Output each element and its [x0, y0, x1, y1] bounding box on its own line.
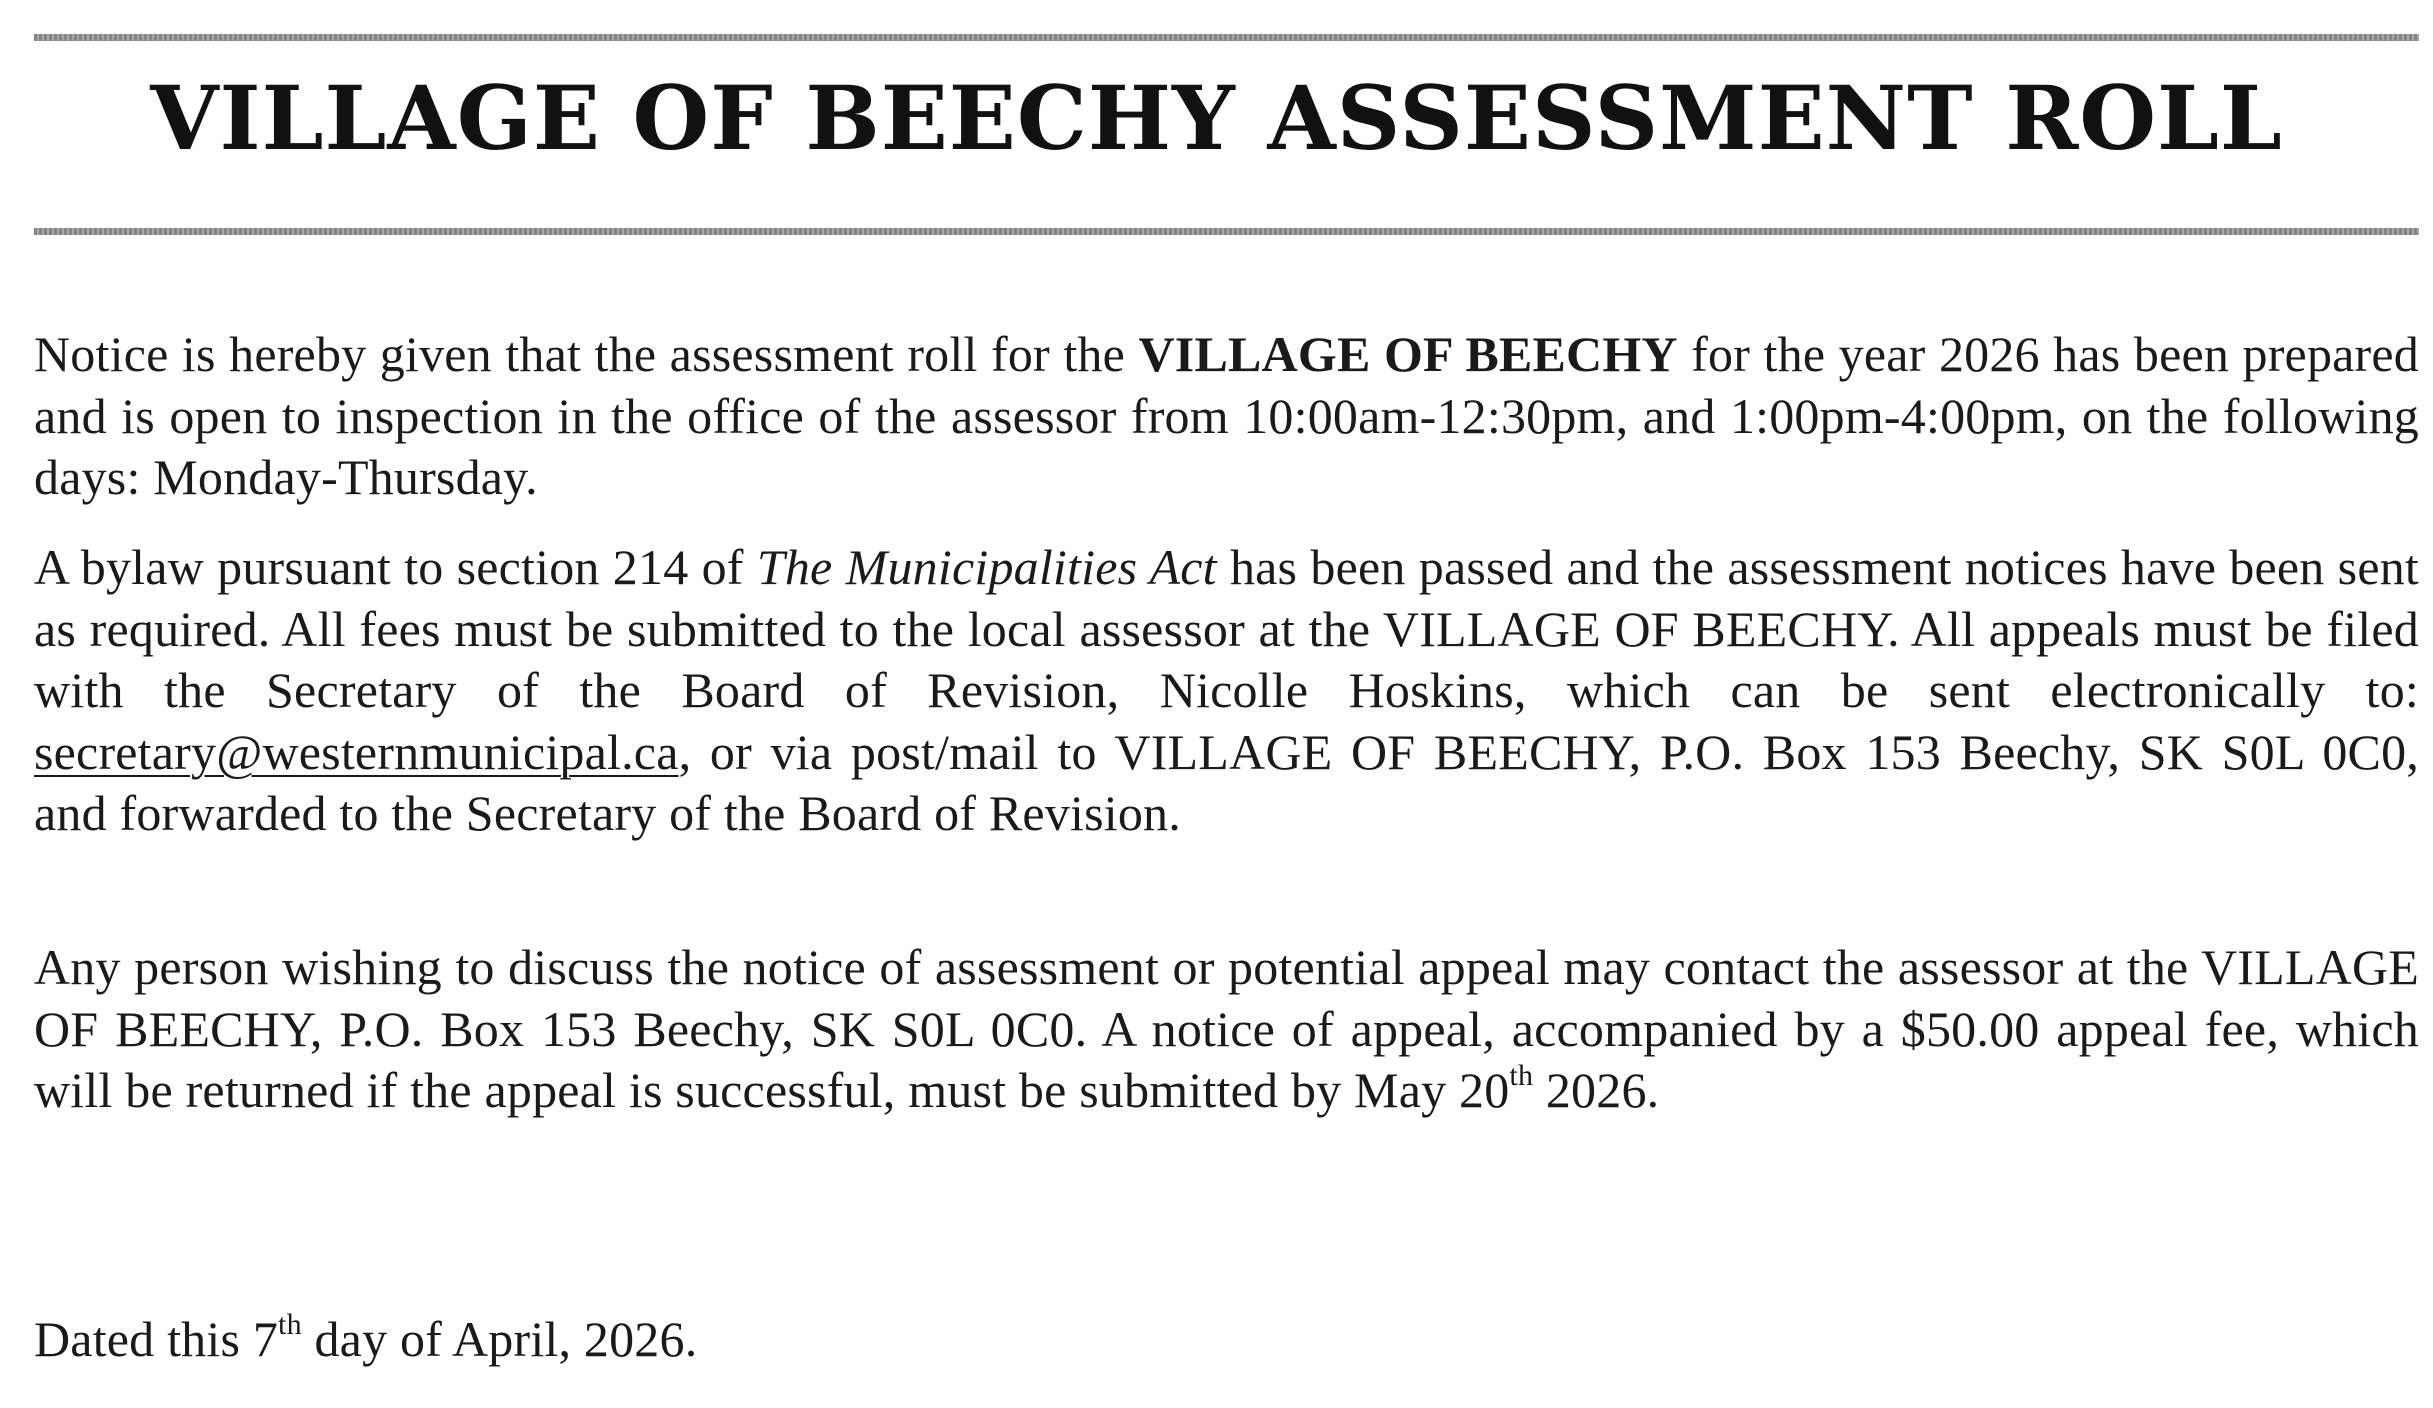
top-divider [34, 34, 2419, 41]
p2-text-middle: has been passed and the assessment notices have been sent as required. All fees must be submitted to the local assessor at the VILLAGE OF BEECHY. All appeals must be filed with the Secretary of the Board of Revision, Nicolle Hoskins, which can be sent electronically to: [34, 539, 2420, 718]
p1-text-before: Notice is hereby given that the assessment roll for the [34, 326, 1139, 382]
notice-paragraph-contact-assessor [34, 937, 2419, 1122]
p3-text-before: Any person wishing to discuss the notice of assessment or potential appeal may contact the assessor at the VILLAGE OF BEECHY, P.O. Box 153 Beechy, SK S0L 0C0. A notice of appeal, accompanied by a $50.00 appeal fee, which will be returned if the appeal is successful, must be submitted by May 20 [34, 939, 2419, 1118]
p3-ordinal-suffix: th [1509, 1059, 1534, 1092]
notice-paragraph-roll-inspection [34, 324, 2419, 509]
village-name-bold: VILLAGE OF BEECHY [1138, 326, 1678, 382]
p2-text-after: , or via post/mail to VILLAGE OF BEECHY, P.O. Box 153 Beechy, SK S0L 0C0, and forwarded to the Secretary of the Board of Revision. [34, 723, 2419, 841]
secretary-email-link[interactable]: secretary@westernmunicipal.ca [34, 723, 679, 780]
dated-text-after: day of April, 2026. [301, 1311, 698, 1367]
dated-line [34, 1309, 2419, 1371]
dated-ordinal-suffix: th [278, 1308, 302, 1341]
p2-text-before: A bylaw pursuant to section 214 of [34, 539, 757, 595]
p3-text-after: 2026. [1533, 1062, 1660, 1118]
notice-title: VILLAGE OF BEECHY ASSESSMENT ROLL [150, 66, 2283, 170]
dated-text-before: Dated this 7 [34, 1311, 279, 1367]
title-divider [34, 228, 2419, 235]
p1-text-after: for the year 2026 has been prepared and is open to inspection in the office of the assessor from 10:00am-12:30pm, and 1:00pm-4:00pm, on the following days: Monday-Thursday. [34, 326, 2419, 505]
notice-paragraph-appeals [34, 537, 2419, 845]
act-name: The Municipalities Act [756, 539, 1217, 595]
